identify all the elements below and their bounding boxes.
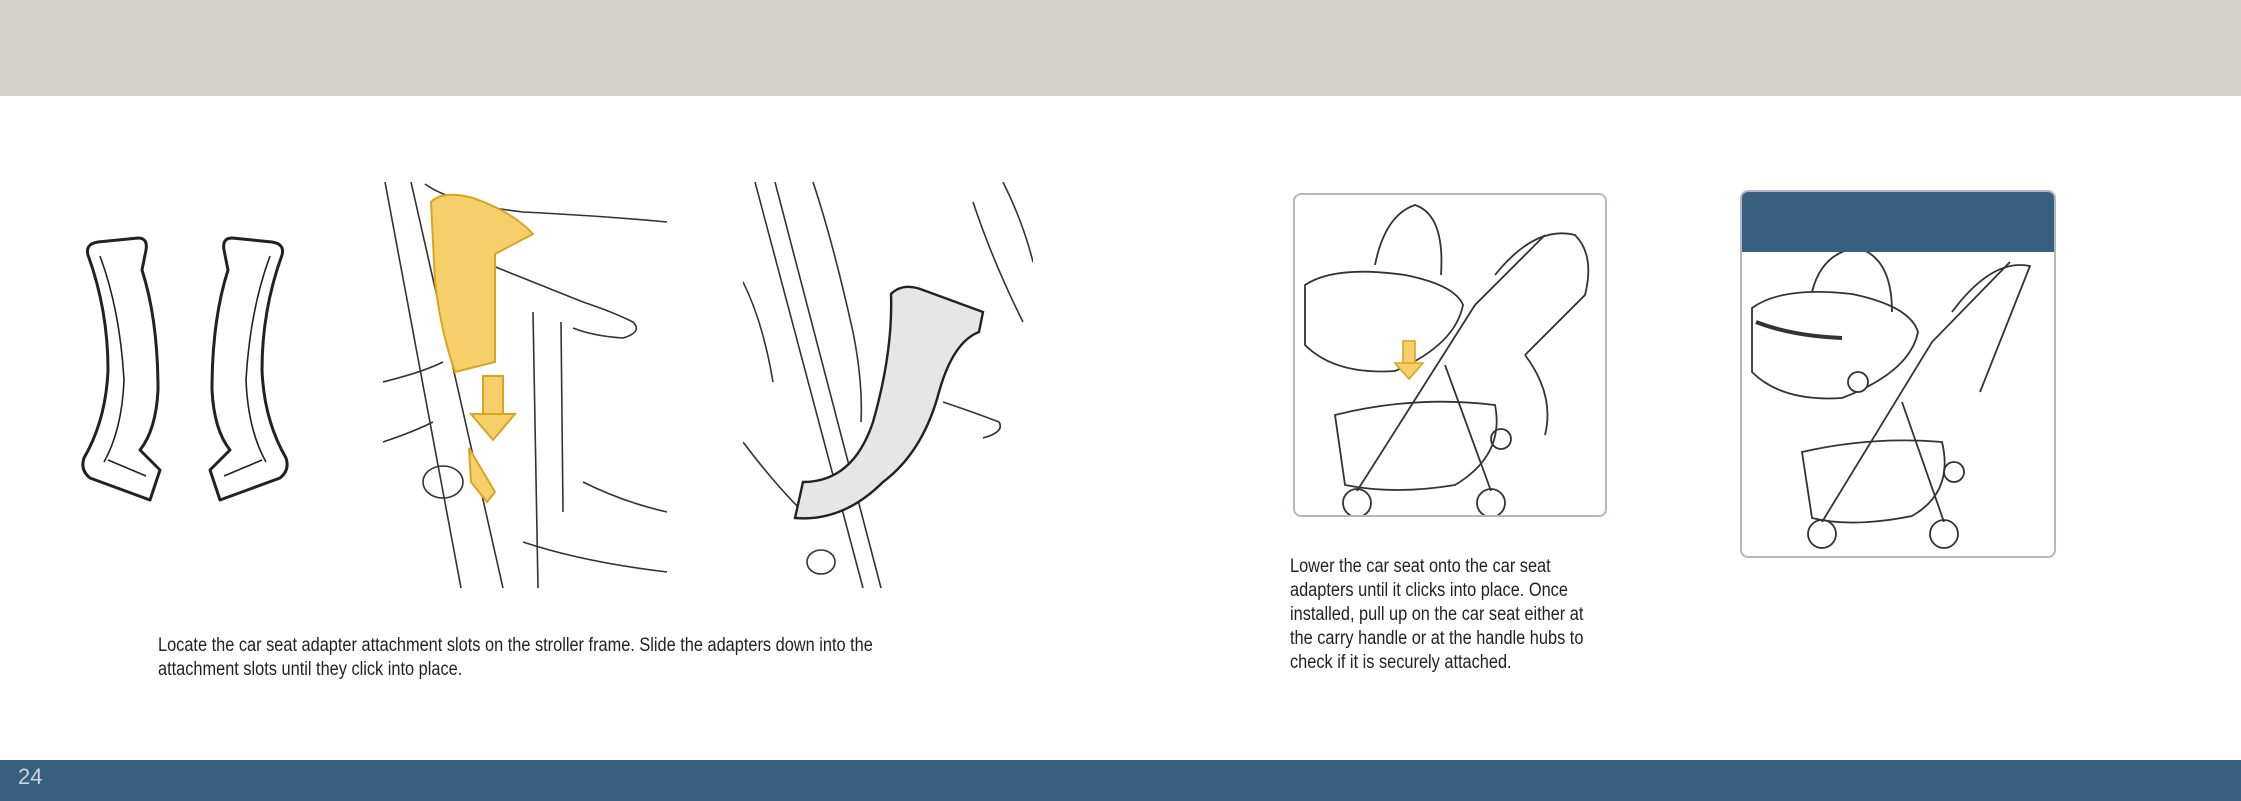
lowering-car-seat-illustration — [1295, 195, 1605, 515]
step-caption-car-seat: Lower the car seat onto the car seat adapters until it clicks into place. Once installed, pull up on the car seat either at the carry handle or at the handle hubs to check if it is securely attached. — [1290, 556, 1584, 673]
adapter-slot-illustration — [383, 182, 673, 588]
adapter-installed-illustration — [743, 182, 1033, 588]
step-caption-adapters: Locate the car seat adapter attachment slots on the stroller frame. Slide the adapters down into the attachment slots until they click into place. — [158, 635, 873, 680]
lowering-car-seat-frame — [1293, 193, 1607, 517]
car-seat-adapters-illustration — [70, 230, 300, 510]
frame-header-band — [1742, 192, 2054, 252]
page-number: 24 — [18, 764, 43, 789]
header-band — [0, 0, 2241, 96]
down-arrow-icon — [471, 376, 515, 440]
installed-adapter — [795, 287, 983, 519]
highlighted-adapter — [431, 195, 533, 372]
installed-car-seat-frame — [1740, 190, 2056, 558]
footer-band — [0, 760, 2241, 801]
installed-car-seat-illustration — [1742, 252, 2054, 556]
